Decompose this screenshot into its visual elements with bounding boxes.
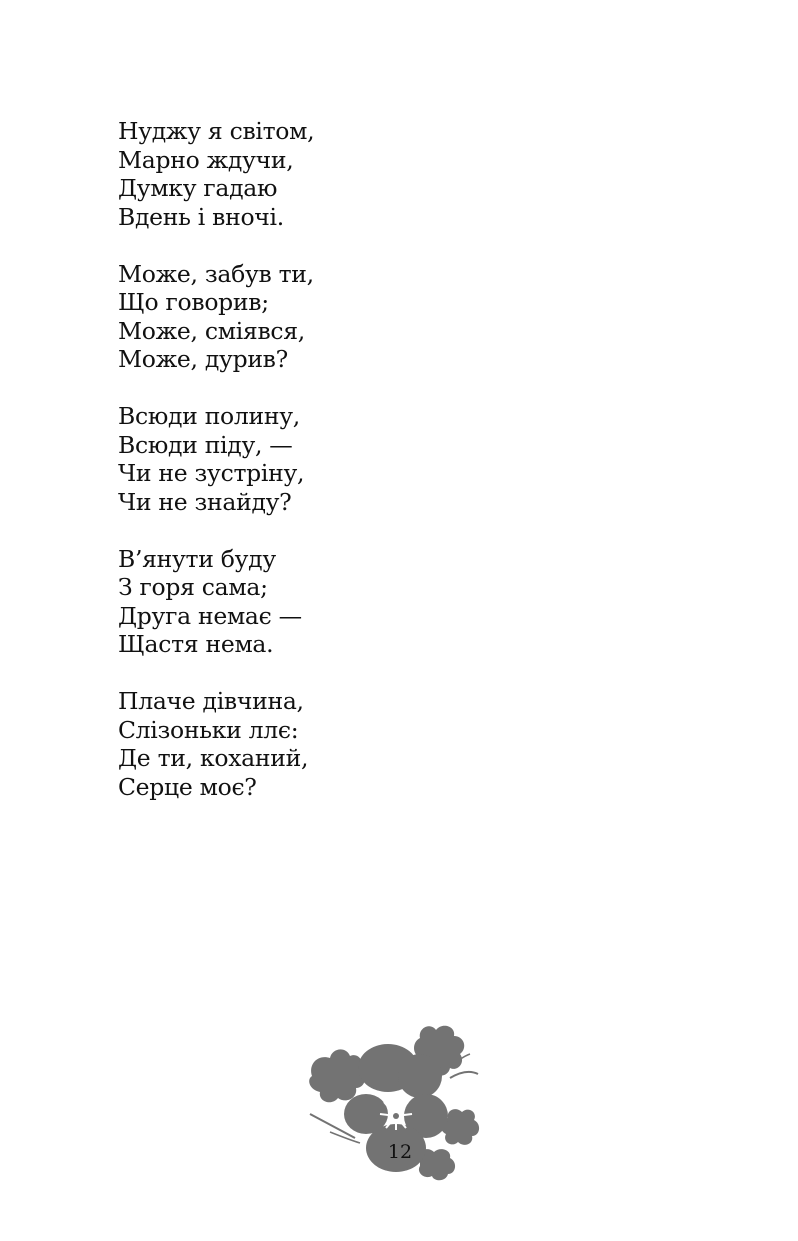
poem-line: Чи не знайду? — [118, 487, 292, 516]
stanza-2 — [118, 260, 718, 374]
poem-line: Слізоньки ллє: — [118, 715, 299, 744]
poem-line: З горя сама; — [118, 573, 268, 601]
poem-line: Що говорив; — [118, 288, 269, 316]
poem-line: Може, забув ти, — [118, 259, 314, 288]
stanza-1 — [118, 117, 718, 231]
poem-line: Може, дурив? — [118, 345, 288, 373]
stanza-5 — [118, 687, 718, 801]
poem-line: Серце моє? — [118, 772, 257, 801]
poem-line: Думку гадаю — [118, 174, 278, 202]
poem-line: Плаче дівчина, — [118, 687, 304, 715]
poem-line: Марно ждучи, — [118, 145, 294, 174]
poem-line: Всюди полину, — [118, 402, 300, 430]
poem-line: Де ти, коханий, — [118, 744, 309, 772]
poem-line: В’янути буду — [118, 544, 276, 573]
poem-line: Щастя нема. — [118, 630, 274, 658]
poem-line: Чи не зустріну, — [118, 459, 305, 487]
poem-text — [118, 117, 718, 830]
page-number: 12 — [387, 1141, 413, 1163]
stanza-4 — [118, 545, 718, 659]
poem-line: Нуджу я світом, — [118, 117, 315, 145]
poem-line: Вдень і вночі. — [118, 202, 284, 231]
poem-line: Друга немає — — [118, 601, 302, 630]
poem-line: Всюди піду, — — [118, 430, 293, 459]
poem-line: Може, сміявся, — [118, 316, 305, 345]
stanza-3 — [118, 402, 718, 516]
